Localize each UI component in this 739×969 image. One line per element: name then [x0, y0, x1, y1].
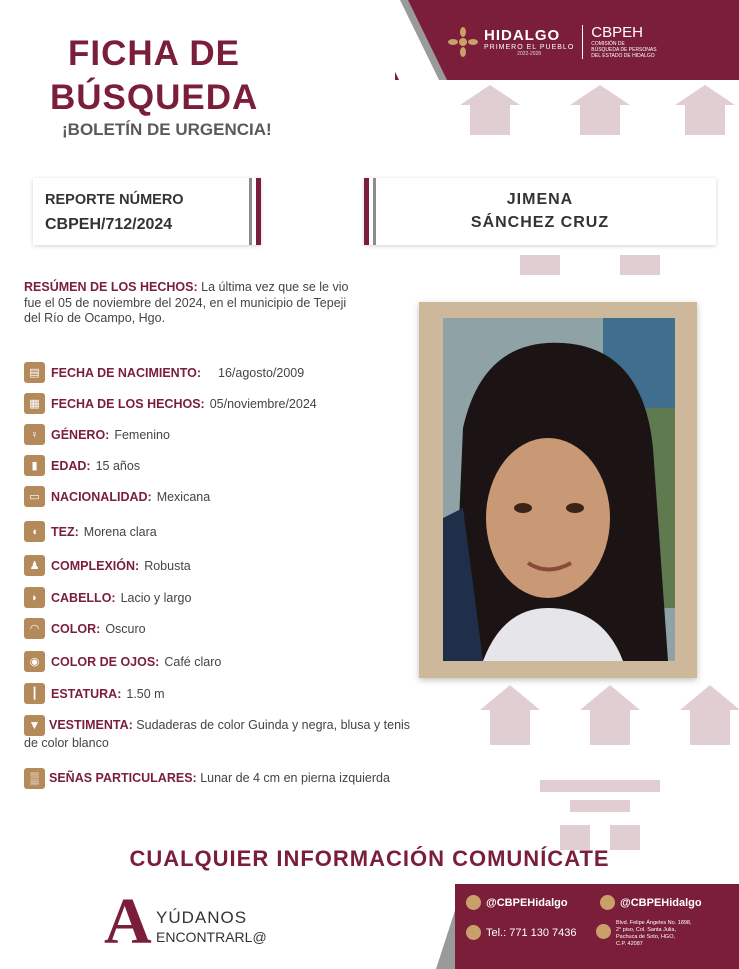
field-label: TEZ: [51, 524, 79, 539]
field-label: COLOR DE OJOS: [51, 654, 160, 669]
field-row-skin [24, 521, 157, 542]
hidalgo-flower-icon [448, 27, 478, 57]
field-row-clothing [24, 715, 422, 752]
field-label: COMPLEXIÓN: [51, 558, 140, 573]
agency-name-1: COMISIÓN DE [591, 41, 625, 47]
phone-icon [466, 925, 481, 940]
page-title-line-2: BÚSQUEDA [50, 78, 259, 117]
hair-icon: ◗ [24, 587, 45, 608]
field-row-hair [24, 587, 191, 608]
summary-text: La última vez que se le vio fue el 05 de noviembre del 2024, en el municipio de Tepeji del Río de Ocampo, Hgo. [24, 280, 349, 325]
field-row-birthdate [24, 362, 304, 383]
skin-icon: ◖ [24, 521, 45, 542]
id-card-icon: ▭ [24, 486, 45, 507]
field-value: Femenino [114, 427, 170, 442]
twitter-icon [600, 895, 615, 910]
decorative-pattern-bottom [470, 670, 739, 860]
field-value: 05/noviembre/2024 [209, 396, 317, 411]
field-value: 1.50 m [126, 686, 165, 701]
logo-divider [582, 25, 583, 59]
field-value: Robusta [144, 558, 191, 573]
age-bars-icon: ▮ [24, 455, 45, 476]
field-value: Morena clara [83, 524, 157, 539]
facebook-contact[interactable] [466, 895, 568, 910]
logo-tagline: PRIMERO EL PUEBLO [484, 43, 575, 51]
address-line-2: 2° piso, Col. Santa Julia, [616, 927, 676, 933]
facebook-icon [466, 895, 481, 910]
shirt-icon: ▼ [24, 715, 45, 736]
call-to-action: CUALQUIER INFORMACIÓN COMUNÍCATE [129, 846, 610, 871]
name-box [364, 178, 716, 245]
address-line-4: C.P. 42087 [616, 941, 643, 947]
facebook-handle: @CBPEHidalgo [486, 896, 568, 909]
field-row-nationality [24, 486, 210, 507]
field-row-gender [24, 424, 170, 445]
field-label: ESTATURA: [51, 686, 122, 701]
marks-text: Lunar de 4 cm en pierna izquierda [200, 770, 390, 785]
phone-contact[interactable] [466, 925, 577, 940]
hair-color-icon: ◠ [24, 618, 45, 639]
summary [24, 280, 364, 327]
field-row-marks [24, 768, 414, 789]
field-row-hair-color [24, 618, 146, 639]
eye-icon: ◉ [24, 651, 45, 672]
field-row-event-date [24, 393, 317, 414]
field-label: NACIONALIDAD: [51, 489, 152, 504]
calendar-icon: ▦ [24, 393, 45, 414]
field-value: 16/agosto/2009 [218, 365, 305, 380]
summary-label: RESÚMEN DE LOS HECHOS: [24, 280, 198, 294]
marks-icon: ▒ [24, 768, 45, 789]
address-contact [596, 920, 692, 948]
report-label: REPORTE NÚMERO [45, 192, 184, 208]
field-label: COLOR: [51, 621, 101, 636]
logo-name: HIDALGO [484, 26, 561, 44]
report-box [33, 178, 261, 245]
twitter-contact[interactable] [600, 895, 702, 910]
agency-name-2: BÚSQUEDA DE PERSONAS [591, 47, 657, 53]
field-value: Mexicana [156, 489, 211, 504]
field-label: FECHA DE NACIMIENTO: [51, 365, 201, 380]
field-value: 15 años [95, 458, 141, 473]
field-label: EDAD: [51, 458, 91, 473]
agency-name-3: DEL ESTADO DE HIDALGO [591, 53, 655, 59]
logo-letter: A [104, 885, 152, 958]
person-photo [443, 318, 675, 661]
person-portrait-illustration [443, 318, 675, 661]
field-row-eye-color [24, 651, 221, 672]
clothing-label: VESTIMENTA: [49, 717, 133, 732]
hidalgo-logo [448, 24, 657, 59]
marks-label: SEÑAS PARTICULARES: [49, 770, 197, 785]
report-number: CBPEH/712/2024 [45, 216, 173, 233]
phone-number: Tel.: 771 130 7436 [486, 926, 577, 939]
gender-icon: ♀ [24, 424, 45, 445]
field-row-build [24, 555, 191, 576]
ruler-icon: ┃ [24, 683, 45, 704]
logo-line-2: ENCONTRARL@ [156, 929, 267, 945]
agency-acronym: CBPEH [591, 24, 643, 41]
field-value: Lacio y largo [120, 590, 192, 605]
person-last-name: SÁNCHEZ CRUZ [470, 214, 610, 231]
field-value: Café claro [164, 654, 222, 669]
page-subtitle: ¡BOLETÍN DE URGENCIA! [62, 120, 272, 139]
twitter-handle: @CBPEHidalgo [620, 896, 702, 909]
field-row-age [24, 455, 140, 476]
location-pin-icon [596, 924, 611, 939]
field-label: FECHA DE LOS HECHOS: [51, 396, 205, 411]
address-line-1: Blvd. Felipe Ángeles No. 1898, [616, 920, 692, 926]
field-label: CABELLO: [51, 590, 116, 605]
page-title-line-1: FICHA DE [68, 34, 240, 73]
cake-icon: ▤ [24, 362, 45, 383]
field-row-height [24, 683, 165, 704]
logo-line-1: YÚDANOS [156, 908, 248, 927]
field-value: Oscuro [105, 621, 146, 636]
clothing-text: Sudaderas de color Guinda y negra, blusa y tenis de color blanco [24, 717, 411, 750]
body-icon: ♟ [24, 555, 45, 576]
address-line-3: Pachuca de Soto, HGO, [616, 934, 676, 940]
ayudanos-logo [104, 885, 304, 958]
logo-years: 2022-2028 [517, 50, 542, 57]
field-label: GÉNERO: [51, 427, 110, 442]
person-first-name: JIMENA [506, 191, 574, 208]
